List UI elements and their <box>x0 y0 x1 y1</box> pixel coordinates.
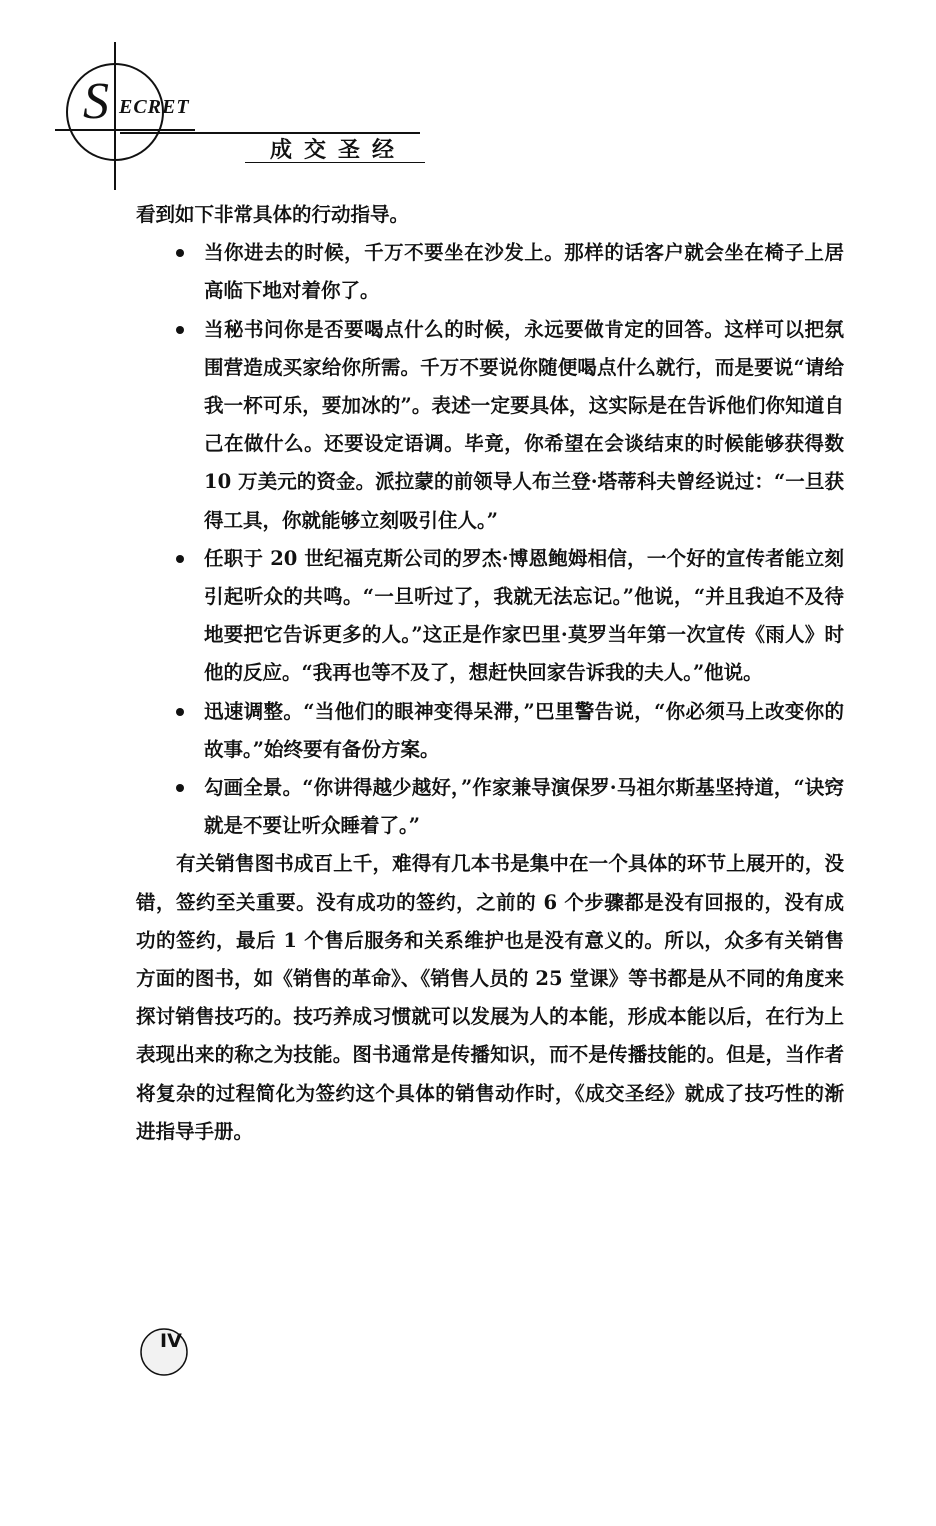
bullet-item <box>136 769 844 845</box>
bullet-text: 迅速调整。“当他们的眼神变得呆滞，”巴里警告说，“你必须马上改变你的故事。”始终要有备份方案。 <box>204 699 844 761</box>
bullet-dot-icon <box>176 326 184 334</box>
lead-line: 看到如下非常具体的行动指导。 <box>136 203 410 226</box>
header-rule-bottom <box>245 162 425 163</box>
page-number-badge <box>134 1322 194 1382</box>
page-number: IV <box>160 1330 182 1352</box>
bullet-text: 勾画全景。“你讲得越少越好，”作家兼导演保罗·马祖尔斯基坚持道，“诀窍就是不要让听众睡着了。” <box>204 776 844 838</box>
bullet-item <box>136 234 844 310</box>
bullet-list <box>136 234 844 845</box>
bullet-dot-icon <box>176 249 184 257</box>
bullet-dot-icon <box>176 555 184 563</box>
bullet-text: 当秘书问你是否要喝点什么的时候，永远要做肯定的回答。这样可以把氛围营造成买家给你所需。千万不要说你随便喝点什么就行，而是要说“请给我一杯可乐，要加冰的”。表述一定要具体，这实际是在告诉他们你知道自己在做什么。还要设定语调。毕竟，你希望在会谈结束的时候能够获得数 10 万美元的资金。派拉蒙的前领导人布兰登·塔蒂科夫曾经说过：“一旦获得工具，你就能够立刻吸引住人。” <box>204 317 844 532</box>
book-title: 成交圣经 <box>270 138 407 163</box>
bullet-item <box>136 693 844 769</box>
bullet-dot-icon <box>176 708 184 716</box>
secret-emblem <box>55 40 195 190</box>
body-text <box>136 196 844 1151</box>
emblem-letter: S <box>83 73 109 130</box>
bullet-text: 任职于 20 世纪福克斯公司的罗杰·博恩鲍姆相信，一个好的宣传者能立刻引起听众的共鸣。“一旦听过了，我就无法忘记。”他说，“并且我迫不及待地要把它告诉更多的人。”这正是作家巴里·莫罗当年第一次宣传《雨人》时他的反应。“我再也等不及了，想赶快回家告诉我的夫人。”他说。 <box>204 546 844 685</box>
bullet-dot-icon <box>176 784 184 792</box>
bullet-text: 当你进去的时候，千万不要坐在沙发上。那样的话客户就会坐在椅子上居高临下地对着你了。 <box>204 241 844 303</box>
emblem-word: ECRET <box>119 96 190 118</box>
bullet-item <box>136 540 844 693</box>
bullet-item <box>136 311 844 540</box>
body-paragraph: 有关销售图书成百上千，难得有几本书是集中在一个具体的环节上展开的，没错，签约至关重要。没有成功的签约，之前的 6 个步骤都是没有回报的，没有成功的签约，最后 1 个售后服务和关系维护也是没有意义的。所以，众多有关销售方面的图书，如《销售的革命》、《销售人员的 25 堂课》等书都是从不同的角度来探讨销售技巧的。技巧养成习惯就可以发展为人的本能，形成本能以后，在行为上表现出来的称之为技能。图书通常是传播知识，而不是传播技能的。但是，当作者将复杂的过程简化为签约这个具体的销售动作时，《成交圣经》就成了技巧性的渐进指导手册。 <box>136 852 844 1143</box>
